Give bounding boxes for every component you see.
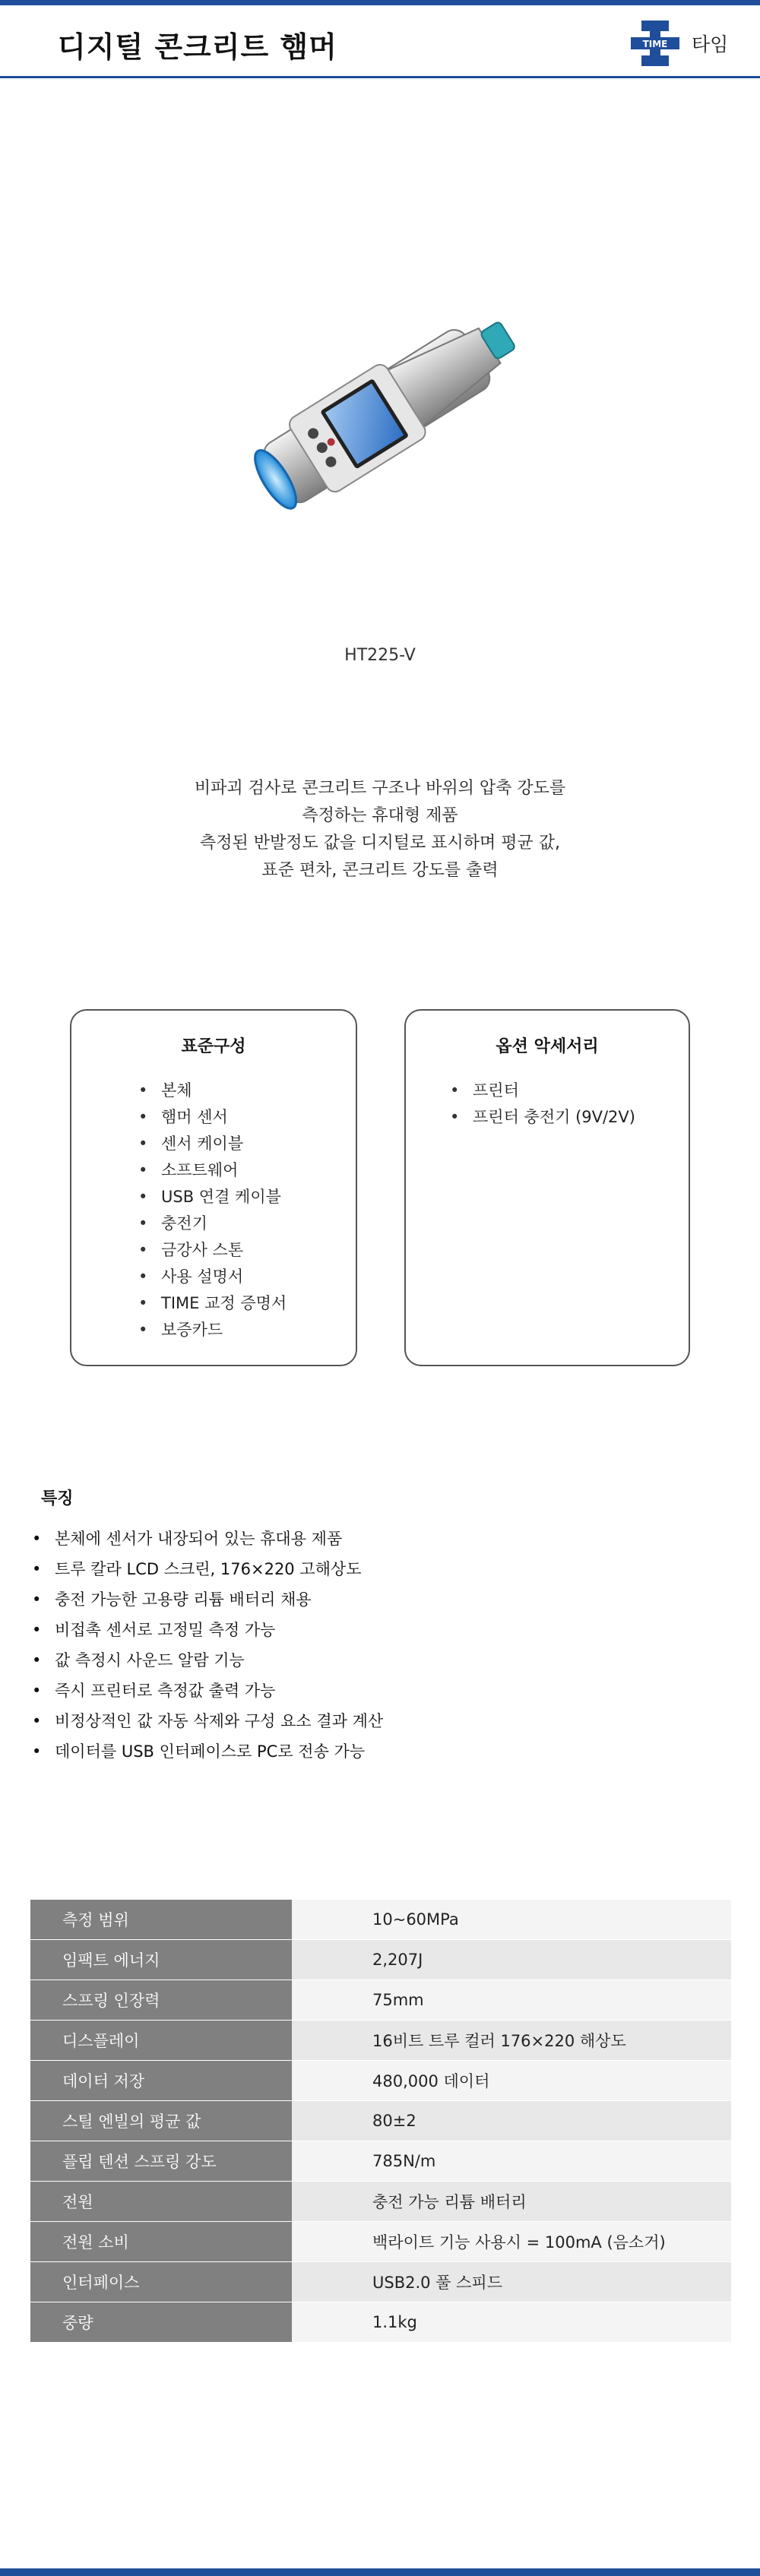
spec-key: 스틸 엔빌의 평균 값 (30, 2101, 292, 2141)
list-item: • TIME 교정 증명서 (138, 1290, 287, 1317)
model-name: HT225-V (344, 646, 416, 665)
spec-value: 2,207J (292, 1940, 731, 1980)
list-item: • 보증카드 (138, 1317, 287, 1343)
feature-item: • 본체에 센서가 내장되어 있는 휴대용 제품 (32, 1524, 383, 1554)
standard-components-title: 표준구성 (181, 1037, 246, 1056)
concrete-hammer-illustration (213, 274, 547, 555)
product-description (0, 775, 760, 885)
list-item: • 센서 케이블 (138, 1131, 287, 1157)
spec-key: 디스플레이 (30, 2021, 292, 2061)
optional-accessories-list (450, 1078, 635, 1131)
optional-accessories-box (404, 1009, 690, 1366)
table-row (30, 2101, 731, 2141)
spec-value: 16비트 트루 컬러 176×220 해상도 (292, 2021, 731, 2061)
list-item: • 햄머 센서 (138, 1104, 287, 1131)
list-item: • 금강사 스톤 (138, 1237, 287, 1264)
spec-value: 480,000 데이터 (292, 2061, 731, 2101)
table-row (30, 2182, 731, 2222)
description-line: 측정된 반발정도 값을 디지털로 표시하며 평균 값, (200, 834, 560, 853)
table-row (30, 2141, 731, 2182)
spec-key: 데이터 저장 (30, 2061, 292, 2101)
spec-value: 75mm (292, 1980, 731, 2021)
bottom-accent-bar (0, 2568, 760, 2576)
logo-text: TIME (642, 39, 668, 49)
feature-item: • 비정상적인 값 자동 삭제와 구성 요소 결과 계산 (32, 1706, 383, 1736)
brand-name: 타임 (692, 33, 729, 55)
specifications-table (30, 1900, 731, 2343)
spec-value: 785N/m (292, 2141, 731, 2182)
feature-item: • 비접촉 센서로 고정밀 측정 가능 (32, 1615, 383, 1645)
spec-value: 80±2 (292, 2101, 731, 2141)
features-list (32, 1524, 383, 1767)
spec-key: 전원 소비 (30, 2222, 292, 2262)
table-row (30, 2021, 731, 2061)
standard-components-box (70, 1009, 357, 1366)
table-row (30, 1900, 731, 1940)
spec-key: 전원 (30, 2182, 292, 2222)
spec-value: 10~60MPa (292, 1900, 731, 1940)
spec-key: 플립 텐션 스프링 강도 (30, 2141, 292, 2182)
top-accent-bar (0, 0, 760, 5)
standard-components-list (138, 1078, 287, 1343)
feature-item: • 즉시 프린터로 측정값 출력 가능 (32, 1676, 383, 1706)
feature-item: • 데이터를 USB 인터페이스로 PC로 전송 가능 (32, 1736, 383, 1767)
description-line: 표준 편차, 콘크리트 강도를 출력 (261, 861, 499, 880)
spec-value: 충전 가능 리튬 배터리 (292, 2182, 731, 2222)
spec-key: 측정 범위 (30, 1900, 292, 1940)
table-row (30, 2302, 731, 2343)
list-item: • 프린터 충전기 (9V/2V) (450, 1104, 635, 1131)
spec-value: 1.1kg (292, 2302, 731, 2343)
list-item: • 충전기 (138, 1210, 287, 1237)
table-row (30, 2061, 731, 2101)
spec-value: 백라이트 기능 사용시 = 100mA (음소거) (292, 2222, 731, 2262)
page-header (0, 5, 760, 78)
feature-item: • 트루 칼라 LCD 스크린, 176×220 고해상도 (32, 1554, 383, 1584)
list-item: • 소프트웨어 (138, 1157, 287, 1184)
spec-key: 중량 (30, 2302, 292, 2343)
list-item: • 본체 (138, 1078, 287, 1104)
table-row (30, 2222, 731, 2262)
optional-accessories-title: 옵션 악세서리 (496, 1037, 599, 1056)
spec-value: USB2.0 풀 스피드 (292, 2262, 731, 2302)
features-title: 특징 (41, 1489, 74, 1508)
spec-key: 스프링 인장력 (30, 1980, 292, 2021)
spec-key: 임팩트 에너지 (30, 1940, 292, 1980)
list-item: • 사용 설명서 (138, 1264, 287, 1290)
table-row (30, 1940, 731, 1980)
description-line: 측정하는 휴대형 제품 (302, 806, 458, 825)
list-item: • USB 연결 케이블 (138, 1184, 287, 1210)
table-row (30, 2262, 731, 2302)
table-row (30, 1980, 731, 2021)
description-line: 비파괴 검사로 콘크리트 구조나 바위의 압축 강도를 (194, 779, 566, 798)
feature-item: • 값 측정시 사운드 알람 기능 (32, 1645, 383, 1676)
spec-key: 인터페이스 (30, 2262, 292, 2302)
page-title: 디지털 콘크리트 햄머 (58, 30, 337, 64)
feature-item: • 충전 가능한 고용량 리튬 배터리 채용 (32, 1584, 383, 1615)
list-item: • 프린터 (450, 1078, 635, 1104)
time-logo-icon (631, 19, 679, 68)
